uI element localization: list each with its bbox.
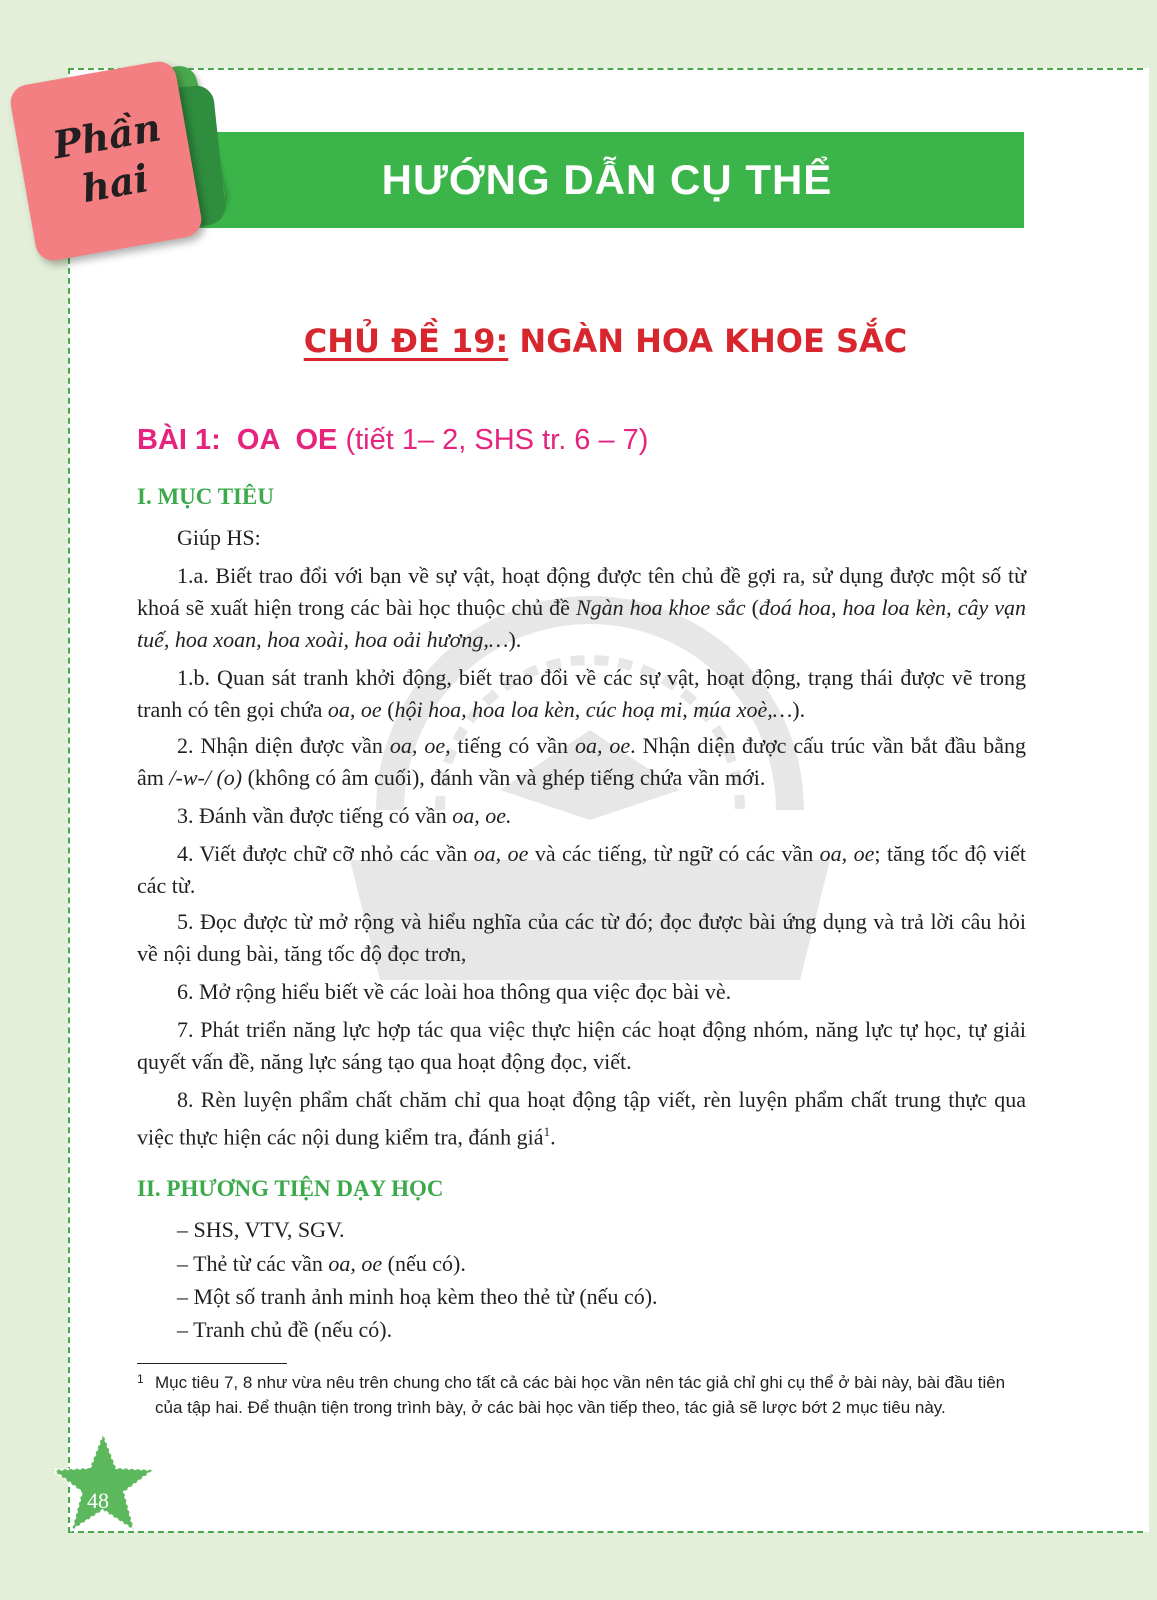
- section-heading-objectives: I. MỤC TIÊU: [137, 484, 274, 509]
- objective-1b: 1.b. Quan sát tranh khởi động, biết trao đổi về các sự vật, hoạt động, trạng thái được vẽ trong tranh có tên gọi chứa oa, oe (hội hoa, hoa loa kèn, cúc hoạ mi, múa xoè,…).: [137, 665, 1026, 722]
- footnote-mark: 1: [137, 1372, 144, 1386]
- objective-4: 4. Viết được chữ cỡ nhỏ các vần oa, oe và các tiếng, từ ngữ có các vần oa, oe; tăng tốc độ viết các từ.: [137, 841, 1027, 898]
- page-star-icon: [48, 1430, 158, 1540]
- objective-6: 6. Mở rộng hiểu biết về các loài hoa thông qua việc đọc bài vè.: [177, 979, 732, 1004]
- material-item-1: – SHS, VTV, SGV.: [177, 1217, 345, 1242]
- page-frame-bottom: [0, 1532, 1157, 1600]
- material-item-3: – Một số tranh ảnh minh hoạ kèm theo thẻ từ (nếu có).: [177, 1284, 658, 1309]
- objective-1a: 1.a. Biết trao đổi với bạn về sự vật, hoạt động được tên chủ đề gợi ra, sử dụng được một số từ khoá sẽ xuất hiện trong các bài học thuộc chủ đề Ngàn hoa khoe sắc (đoá hoa, hoa loa kèn, cây vạn tuế, hoa xoan, hoa xoài, hoa oải hương,…).: [137, 563, 1027, 652]
- page-frame-right: [1149, 0, 1157, 1600]
- lesson-label: BÀI 1:: [137, 424, 221, 456]
- page-frame-top: [0, 0, 1157, 68]
- part-label-line1: Phần: [49, 104, 165, 168]
- section-heading-materials: II. PHƯƠNG TIỆN DẠY HỌC: [137, 1176, 444, 1201]
- part-label-line2: hai: [78, 155, 152, 212]
- material-item-4: – Tranh chủ đề (nếu có).: [177, 1317, 393, 1342]
- dashed-border-top: [68, 68, 1143, 70]
- dashed-border-bottom: [68, 1531, 1143, 1533]
- objective-5: 5. Đọc được từ mở rộng và hiểu nghĩa của các từ đó; đọc được bài ứng dụng và trả lời câu hỏi về nội dung bài, tăng tốc độ đọc trơn,: [137, 909, 1026, 966]
- footnote-text: Mục tiêu 7, 8 như vừa nêu trên chung cho tất cả các bài học vần nên tác giả chỉ ghi cụ thể ở bài này, bài đầu tiên của tập hai. Để thuận tiện trong trình bày, ở các bài học vần tiếp theo, tác giả sẽ lược bớt 2 mục tiêu này.: [155, 1373, 1006, 1417]
- intro-text: Giúp HS:: [177, 525, 261, 550]
- dashed-border-left: [68, 68, 70, 1533]
- objective-7: 7. Phát triển năng lực hợp tác qua việc thực hiện các hoạt động nhóm, năng lực tự học, tự giải quyết vấn đề, năng lực sáng tạo qua hoạt động đọc, viết.: [137, 1017, 1026, 1074]
- footnote-reference[interactable]: 1: [543, 1124, 551, 1139]
- footnote-rule: [137, 1363, 287, 1364]
- objective-2: 2. Nhận diện được vần oa, oe, tiếng có vần oa, oe. Nhận diện được cấu trúc vần bắt đầu bằng âm /-w-/ (o) (không có âm cuối), đánh vần và ghép tiếng chứa vần mới.: [137, 733, 1026, 790]
- objective-3: 3. Đánh vần được tiếng có vần oa, oe.: [177, 803, 512, 828]
- topic-title: [68, 322, 1143, 360]
- page-number: 48: [87, 1488, 109, 1513]
- lesson-title: [137, 424, 648, 457]
- topic-prefix: CHỦ ĐỀ 19:: [303, 322, 509, 360]
- banner-title: HƯỚNG DẪN CỤ THỂ: [381, 156, 833, 203]
- lesson-vowels: OA OE: [236, 424, 338, 456]
- topic-name: NGÀN HOA KHOE SẮC: [519, 322, 908, 360]
- objective-8: 8. Rèn luyện phẩm chất chăm chỉ qua hoạt động tập viết, rèn luyện phẩm chất trung thực qua việc thực hiện các nội dung kiểm tra, đánh giá$^1$.: [137, 1087, 1026, 1150]
- lesson-detail: (tiết 1– 2, SHS tr. 6 – 7): [345, 424, 649, 456]
- material-item-2: – Thẻ từ các vần oa, oe (nếu có).: [177, 1251, 466, 1276]
